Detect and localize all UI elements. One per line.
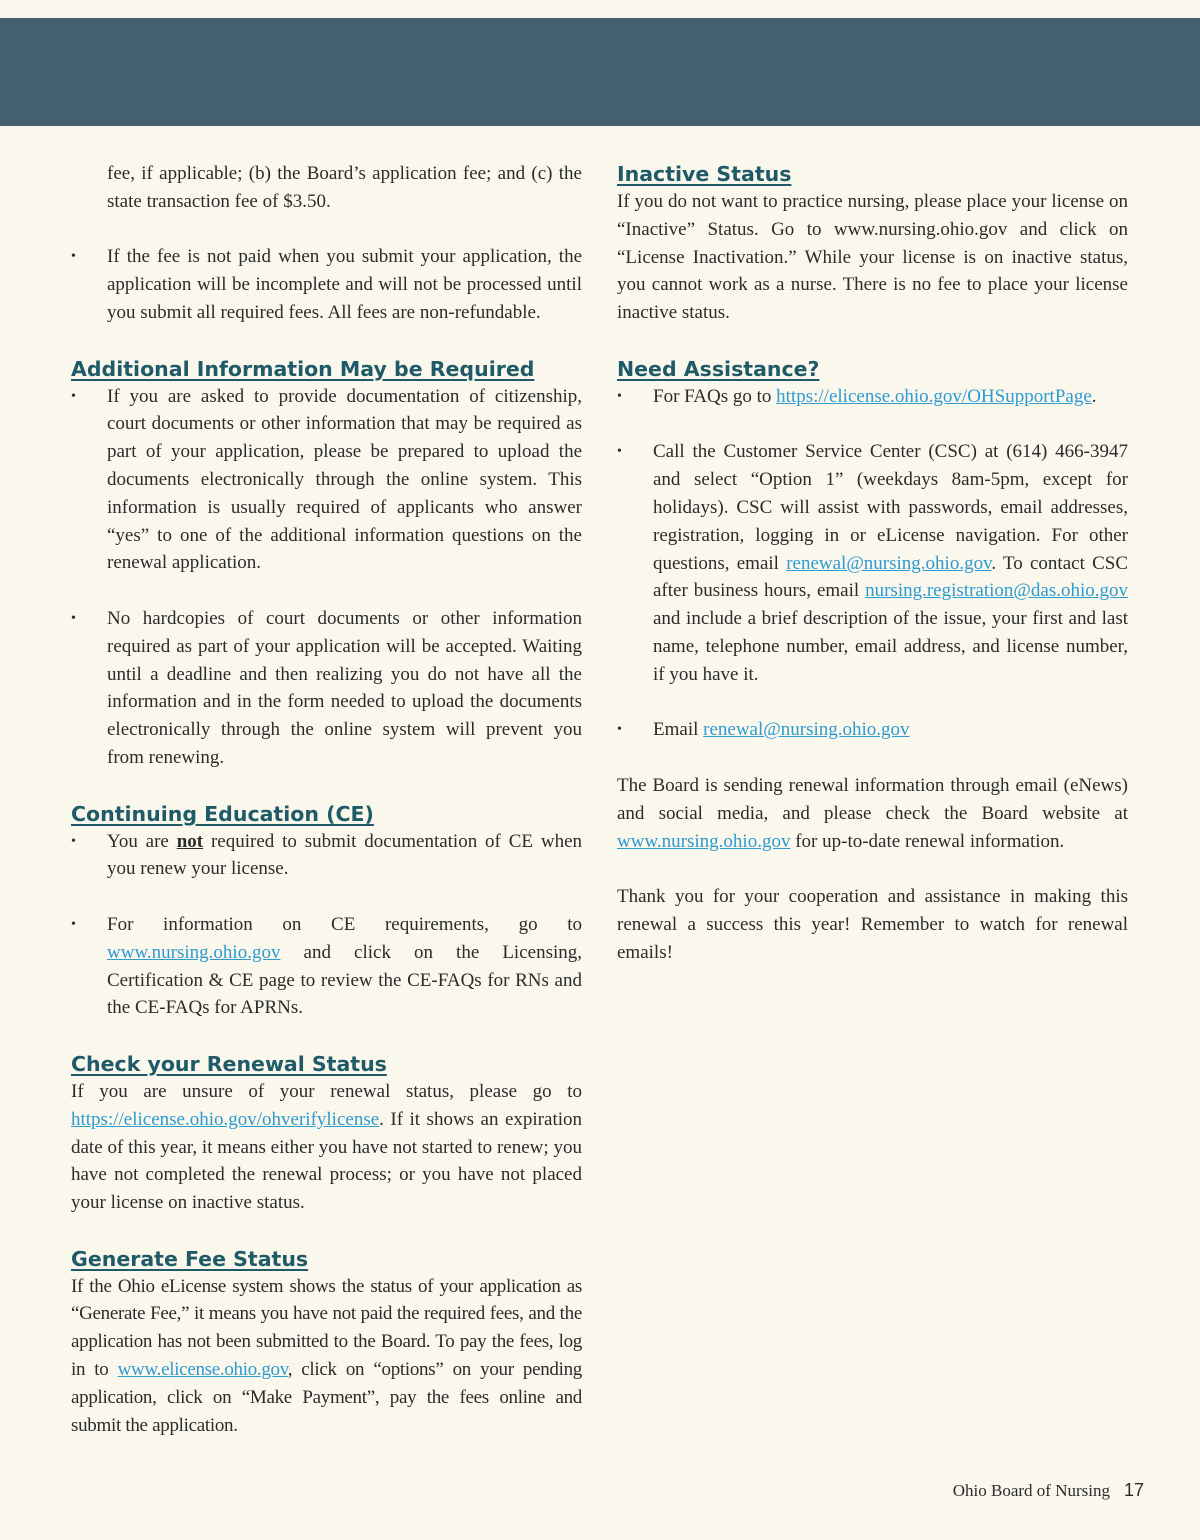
bullet-icon: • [617,722,622,738]
list-item: • Call the Customer Service Center (CSC) at (614) 466-3947 and select “Option 1” (weekdays 8am-5pm, except for holidays). CSC will assist with passwords, email addresses, registration, logging in or eLicense navigation. For other questions, email renewal@nursing.ohio.gov. To contact CSC after business hours, email nursing.registration@das.ohio.gov and include a brief description of the issue, your first and last name, telephone number, email address, and license number, if you have it. [617,438,1128,688]
list-item: • If the fee is not paid when you submit your application, the application will be incomplete and will not be processed until you submit all required fees. All fees are non-refundable. [71,243,582,326]
section-heading-renewal-status: Check your Renewal Status [71,1051,387,1076]
right-column [617,160,1128,967]
section-heading-ce: Continuing Education (CE) [71,801,374,826]
renewal-email-link[interactable]: renewal@nursing.ohio.gov [786,552,992,574]
bullet-icon: • [71,916,76,932]
page-number: 17 [1123,1480,1144,1500]
list-item: • If you are asked to provide documentation of citizenship, court documents or other information that may be required as part of your application, please be prepared to upload the documents electronically through the online system. This information is usually required of applicants who answer “yes” to one of the additional information questions on the renewal application. [71,383,582,578]
fee-continuation: fee, if applicable; (b) the Board’s application fee; and (c) the state transaction fee of $3.50. [107,163,582,212]
generate-fee-paragraph: If the Ohio eLicense system shows the status of your application as “Generate Fee,” it means you have not paid the required fees, and the application has not been submitted to the Board. To pay the fees, log in to www.elicense.ohio.gov, click on “options” on your pending application, click on “Make Payment”, pay the fees online and submit the application. [71,1275,582,1436]
list-item: • You are not required to submit documentation of CE when you renew your license. [71,828,582,884]
nursing-site-link[interactable]: www.nursing.ohio.gov [107,941,281,963]
list-item: • For FAQs go to https://elicense.ohio.gov/OHSupportPage. [617,383,1128,411]
section-heading-assistance: Need Assistance? [617,356,820,381]
left-column [71,160,582,1439]
bullet-icon: • [617,388,622,404]
thanks-paragraph: Thank you for your cooperation and assistance in making this renewal a success this year! Remember to watch for renewal emails! [617,886,1128,963]
additional-info-list [71,383,582,772]
inactive-paragraph: If you do not want to practice nursing, please place your license on “Inactive” Status. Go to www.nursing.ohio.gov and click on “License Inactivation.” While your license is on inactive status, you cannot work as a nurse. There is no fee to place your license inactive status. [617,191,1128,324]
elicense-link[interactable]: www.elicense.ohio.gov [117,1359,288,1381]
enews-paragraph: The Board is sending renewal information through email (eNews) and social media, and please check the Board website at www.nursing.ohio.gov for up-to-date renewal information. [617,774,1128,852]
support-page-link[interactable]: https://elicense.ohio.gov/OHSupportPage [776,385,1092,407]
bullet-icon: • [71,833,76,849]
assistance-list [617,383,1128,744]
bullet-icon: • [617,444,622,460]
section-heading-additional-info: Additional Information May be Required [71,356,535,381]
renewal-email-link-2[interactable]: renewal@nursing.ohio.gov [703,719,910,741]
header-band [0,18,1200,126]
list-item: • No hardcopies of court documents or other information required as part of your application will be accepted. Waiting until a deadline and then realizing you do not have all the information and in the form needed to upload the documents electronically through the online system will prevent you from renewing. [71,605,582,772]
bullet-icon: • [71,388,76,404]
bullet-icon: • [71,610,76,626]
verify-license-link[interactable]: https://elicense.ohio.gov/ohverifylicense [71,1108,380,1130]
section-heading-generate-fee: Generate Fee Status [71,1246,309,1271]
registration-email-link[interactable]: nursing.registration@das.ohio.gov [865,580,1128,602]
footer-org: Ohio Board of Nursing [952,1481,1110,1500]
ce-list [71,828,582,1023]
fee-list [71,243,582,326]
page-footer [953,1480,1144,1501]
section-heading-inactive: Inactive Status [617,162,792,186]
nursing-site-link-2[interactable]: www.nursing.ohio.gov [617,830,791,852]
list-item: • For information on CE requirements, go to www.nursing.ohio.gov and click on the Licensing, Certification & CE page to review the CE-FAQs for RNs and the CE-FAQs for APRNs. [71,911,582,1022]
list-item: • Email renewal@nursing.ohio.gov [617,716,1128,744]
renewal-status-paragraph: If you are unsure of your renewal status, please go to https://elicense.ohio.gov/ohverifylicense. If it shows an expiration date of this year, it means either you have not started to renew; you have not completed the renewal process; or you have not placed your license on inactive status. [71,1080,582,1214]
emphasis-not: not [176,830,204,852]
bullet-icon: • [71,249,76,265]
